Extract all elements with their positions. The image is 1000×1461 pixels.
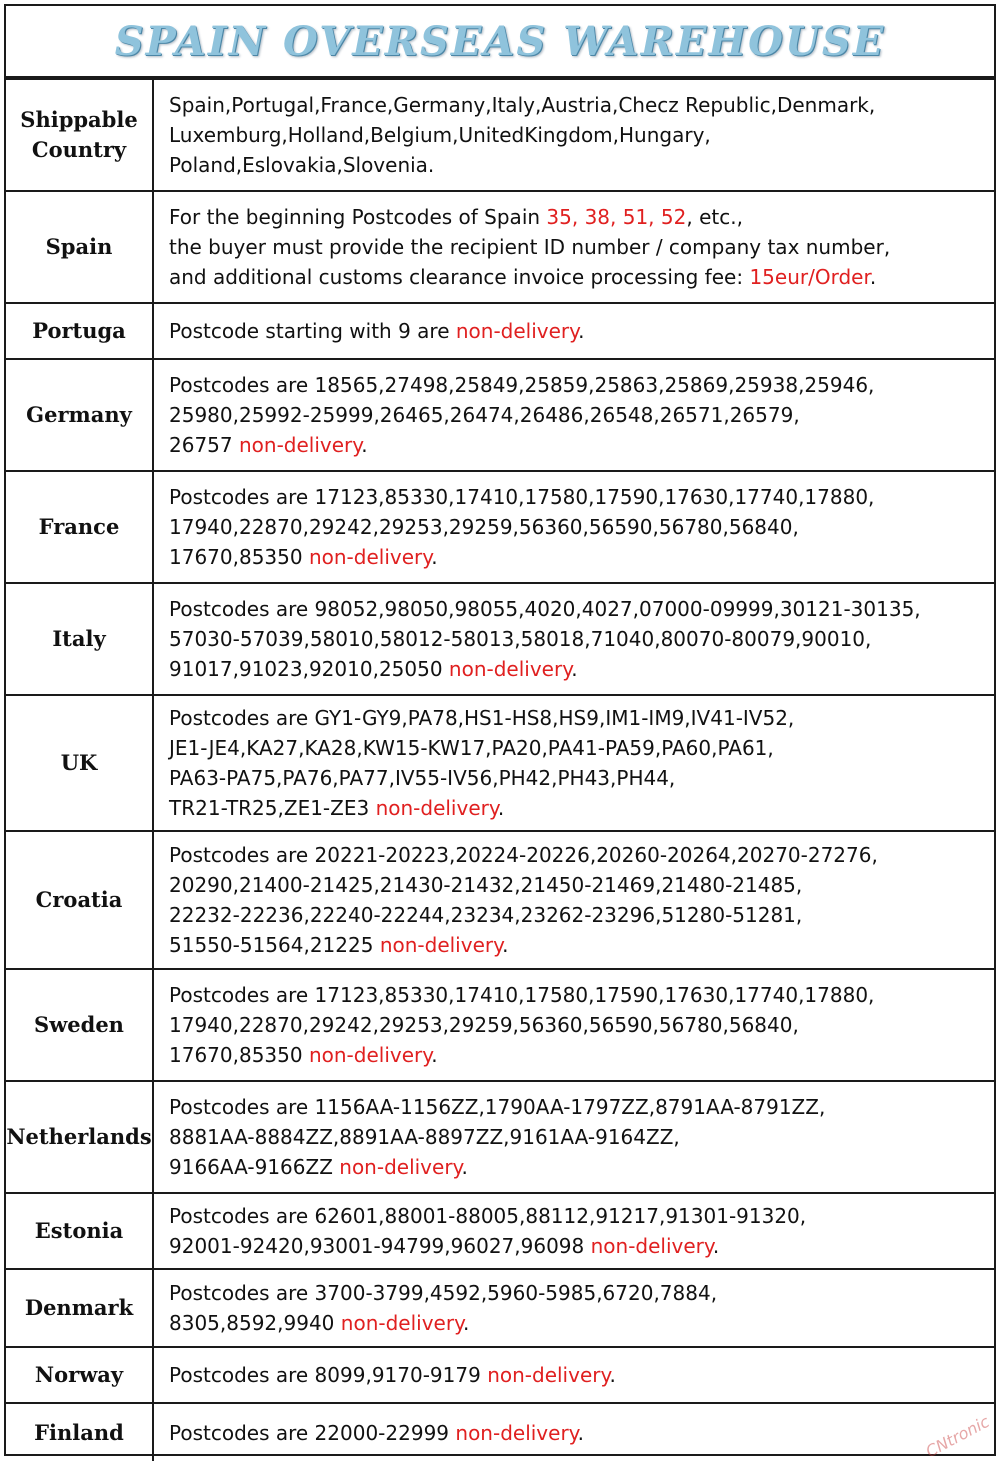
- info-text: TR21-TR25,ZE1-ZE3: [169, 796, 376, 820]
- highlight-text: non-delivery: [375, 796, 498, 820]
- table-row: [6, 359, 994, 471]
- info-text: Postcodes are 17123,85330,17410,17580,17590,17630,17740,17880,: [169, 983, 875, 1007]
- info-line: [169, 1201, 990, 1231]
- postcode-info-cell: [153, 1081, 994, 1193]
- country-cell: [6, 191, 153, 303]
- country-name: Estonia: [34, 1218, 124, 1243]
- info-line: [169, 870, 990, 900]
- postcode-info-cell: [153, 695, 994, 831]
- info-text: 57030-57039,58010,58012-58013,58018,71040,80070-80079,90010,: [169, 627, 872, 651]
- info-text: .: [361, 433, 368, 457]
- info-line: [169, 542, 990, 572]
- highlight-text: non-delivery: [308, 545, 432, 569]
- info-text: Postcodes are 1156AA-1156ZZ,1790AA-1797ZZ,8791AA-8791ZZ,: [169, 1095, 826, 1119]
- info-line: [169, 980, 990, 1010]
- table-row: [6, 1081, 994, 1193]
- shipping-restrictions-table: [6, 78, 994, 1461]
- highlight-text: non-delivery: [455, 1420, 578, 1445]
- country-cell: [6, 359, 153, 471]
- info-line: [169, 900, 990, 930]
- table-row: [6, 695, 994, 831]
- highlight-text: non-delivery: [308, 1043, 432, 1067]
- info-text: and additional customs clearance invoice processing fee:: [169, 265, 750, 289]
- postcode-info-cell: [153, 471, 994, 583]
- info-line: [169, 1010, 990, 1040]
- info-text: Postcodes are GY1-GY9,PA78,HS1-HS8,HS9,IM1-IM9,IV41-IV52,: [169, 706, 795, 730]
- info-line: [169, 1278, 990, 1308]
- country-name: Finland: [34, 1419, 124, 1445]
- info-text: the buyer must provide the recipient ID number / company tax number,: [169, 235, 891, 259]
- country-cell: [6, 831, 153, 969]
- warehouse-table-frame: [4, 4, 996, 1456]
- info-line: [169, 1122, 990, 1152]
- info-text: 26757: [169, 433, 239, 457]
- country-cell: [6, 471, 153, 583]
- info-line: [169, 430, 990, 460]
- highlight-text: non-delivery: [487, 1363, 610, 1387]
- table-row: [6, 79, 994, 191]
- country-name: Netherlands: [6, 1124, 152, 1149]
- info-text: 51550-51564,21225: [169, 933, 380, 957]
- info-line: [169, 1418, 990, 1448]
- postcode-info-cell: [153, 831, 994, 969]
- info-text: Postcode starting with 9 are: [169, 319, 456, 343]
- info-text: Poland,Eslovakia,Slovenia.: [169, 153, 435, 177]
- info-text: Postcodes are 62601,88001-88005,88112,91217,91301-91320,: [169, 1204, 807, 1228]
- info-text: 17670,85350: [169, 1043, 309, 1067]
- info-text: Postcodes are 18565,27498,25849,25859,25863,25869,25938,25946,: [169, 373, 875, 397]
- info-line: [169, 1308, 990, 1338]
- info-text: .: [609, 1363, 616, 1387]
- info-line: [169, 370, 990, 400]
- info-line: [169, 202, 990, 232]
- info-text: Luxemburg,Holland,Belgium,UnitedKingdom,Hungary,: [169, 123, 711, 147]
- info-line: [169, 1040, 990, 1070]
- country-name: Portuga: [32, 318, 126, 343]
- postcode-info-cell: [153, 583, 994, 695]
- info-text: Postcodes are 3700-3799,4592,5960-5985,6720,7884,: [169, 1281, 718, 1305]
- info-line: [169, 763, 990, 793]
- country-name: Norway: [34, 1362, 124, 1387]
- info-line: [169, 1092, 990, 1122]
- info-text: Postcodes are 98052,98050,98055,4020,4027,07000-09999,30121-30135,: [169, 597, 921, 621]
- info-text: 20290,21400-21425,21430-21432,21450-21469,21480-21485,: [169, 873, 803, 897]
- info-text: 25980,25992-25999,26465,26474,26486,26548,26571,26579,: [169, 403, 800, 427]
- info-text: 17670,85350: [169, 545, 309, 569]
- info-line: [169, 150, 990, 180]
- info-text: PA63-PA75,PA76,PA77,IV55-IV56,PH42,PH43,PH44,: [169, 766, 676, 790]
- country-cell: [6, 1347, 153, 1403]
- postcode-info-cell: [153, 969, 994, 1081]
- info-line: [169, 1231, 990, 1261]
- table-row: [6, 1347, 994, 1403]
- country-name: Croatia: [35, 887, 123, 912]
- highlight-text: non-delivery: [455, 319, 579, 343]
- country-cell: [6, 1403, 153, 1461]
- info-line: [169, 1152, 990, 1182]
- table-row: [6, 1269, 994, 1347]
- postcode-info-cell: [153, 1193, 994, 1269]
- country-cell: [6, 1081, 153, 1193]
- country-cell: [6, 1193, 153, 1269]
- country-cell: [6, 79, 153, 191]
- watermark-logo: CNtronic: [922, 1411, 993, 1461]
- info-line: [169, 930, 990, 960]
- country-cell: [6, 695, 153, 831]
- info-line: [169, 400, 990, 430]
- info-text: .: [869, 265, 877, 289]
- info-line: [169, 262, 990, 292]
- info-text: .: [502, 933, 509, 957]
- country-cell: [6, 583, 153, 695]
- table-row: [6, 191, 994, 303]
- info-text: .: [431, 1043, 438, 1067]
- info-line: [169, 624, 990, 654]
- country-name: UK: [60, 750, 98, 775]
- info-text: 17940,22870,29242,29253,29259,56360,56590,56780,56840,: [169, 515, 799, 539]
- country-name: Denmark: [24, 1295, 134, 1320]
- postcode-info-cell: [153, 191, 994, 303]
- info-line: [169, 840, 990, 870]
- postcode-info-cell: [153, 1347, 994, 1403]
- highlight-text: non-delivery: [340, 1311, 464, 1335]
- table-row: [6, 969, 994, 1081]
- postcode-info-cell: [153, 1269, 994, 1347]
- info-line: [169, 594, 990, 624]
- country-name: Country: [31, 137, 127, 162]
- country-name: Sweden: [34, 1012, 124, 1037]
- info-line: [169, 90, 990, 120]
- country-name: Italy: [52, 626, 106, 651]
- info-text: .: [461, 1155, 468, 1179]
- info-text: Postcodes are 17123,85330,17410,17580,17590,17630,17740,17880,: [169, 485, 875, 509]
- table-row: [6, 303, 994, 359]
- highlight-text: non-delivery: [448, 657, 572, 681]
- info-text: 22232-22236,22240-22244,23234,23262-23296,51280-51281,: [169, 903, 803, 927]
- table-row: [6, 583, 994, 695]
- info-text: .: [571, 657, 578, 681]
- info-line: [169, 733, 990, 763]
- page-title: SPAIN OVERSEAS WAREHOUSE: [6, 6, 994, 78]
- info-text: 8881AA-8884ZZ,8891AA-8897ZZ,9161AA-9164ZZ,: [169, 1125, 680, 1149]
- country-name: France: [38, 514, 120, 539]
- info-text: Postcodes are 8099,9170-9179: [169, 1363, 488, 1387]
- info-text: .: [431, 545, 438, 569]
- info-text: JE1-JE4,KA27,KA28,KW15-KW17,PA20,PA41-PA59,PA60,PA61,: [169, 736, 774, 760]
- info-text: .: [712, 1234, 720, 1258]
- postcode-info-cell: [153, 359, 994, 471]
- info-text: 9166AA-9166ZZ: [169, 1155, 340, 1179]
- info-line: [169, 316, 990, 346]
- info-text: Postcodes are 20221-20223,20224-20226,20260-20264,20270-27276,: [169, 843, 878, 867]
- highlight-text: 15eur/Order: [749, 265, 870, 289]
- table-row: [6, 1403, 994, 1461]
- highlight-text: non-delivery: [339, 1155, 462, 1179]
- country-cell: [6, 969, 153, 1081]
- table-row: [6, 831, 994, 969]
- info-text: 17940,22870,29242,29253,29259,56360,56590,56780,56840,: [169, 1013, 799, 1037]
- country-name: Germany: [26, 402, 132, 427]
- info-text: Spain,Portugal,France,Germany,Italy,Austria,Checz Republic,Denmark,: [169, 93, 876, 117]
- info-line: [169, 512, 990, 542]
- info-text: Postcodes are 22000-22999: [169, 1420, 456, 1445]
- info-line: [169, 654, 990, 684]
- info-line: [169, 703, 990, 733]
- info-text: 91017,91023,92010,25050: [169, 657, 449, 681]
- info-text: .: [463, 1311, 470, 1335]
- highlight-text: non-delivery: [238, 433, 362, 457]
- info-line: [169, 232, 990, 262]
- postcode-info-cell: [153, 79, 994, 191]
- highlight-text: 35, 38, 51, 52: [546, 205, 687, 229]
- table-row: [6, 471, 994, 583]
- info-text: .: [497, 796, 505, 820]
- info-text: 8305,8592,9940: [169, 1311, 341, 1335]
- info-line: [169, 120, 990, 150]
- info-text: For the beginning Postcodes of Spain: [169, 205, 547, 229]
- country-cell: [6, 1269, 153, 1347]
- postcode-info-cell: [153, 1403, 994, 1461]
- country-name: Shippable: [20, 107, 138, 132]
- highlight-text: non-delivery: [379, 933, 503, 957]
- country-name: Spain: [45, 234, 113, 259]
- table-row: [6, 1193, 994, 1269]
- info-text: .: [578, 319, 585, 343]
- postcode-info-cell: [153, 303, 994, 359]
- info-text: .: [577, 1420, 585, 1445]
- info-text: , etc.,: [686, 205, 743, 229]
- info-line: [169, 482, 990, 512]
- info-line: [169, 793, 990, 823]
- highlight-text: non-delivery: [590, 1234, 713, 1258]
- country-cell: [6, 303, 153, 359]
- info-line: [169, 1360, 990, 1390]
- info-text: 92001-92420,93001-94799,96027,96098: [169, 1234, 591, 1258]
